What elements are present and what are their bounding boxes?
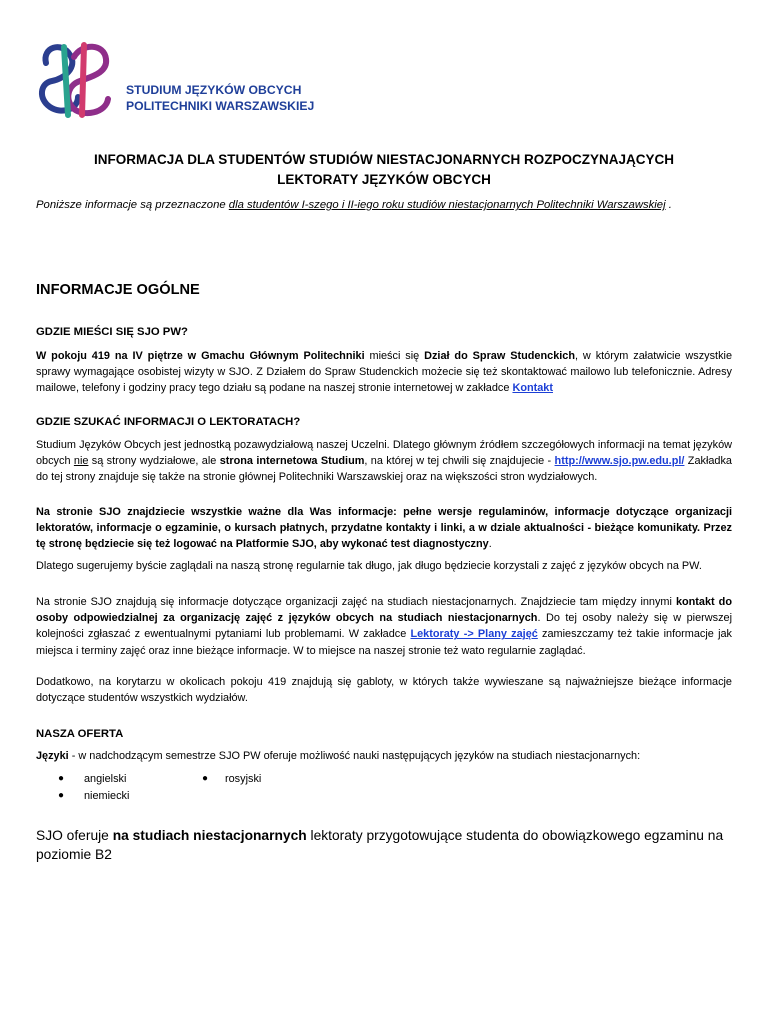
heading-find: GDZIE SZUKAĆ INFORMACJI O LEKTORATACH?: [36, 416, 301, 428]
document-title: [36, 150, 732, 190]
find-bold: strona internetowa Studium: [219, 455, 365, 468]
summary-text-2: lektoraty przygotowujące studenta do obowiązkowego egzaminu na poziomie B2: [36, 828, 724, 862]
where-bold-2: Dział do Spraw Studenckich: [424, 350, 575, 362]
schedule-link[interactable]: Lektoraty -> Plany zajęć: [410, 628, 538, 641]
title-line-1: INFORMACJA DLA STUDENTÓW STUDIÓW NIESTACJONARNYCH ROZPOCZYNAJĄCYCH: [94, 152, 674, 167]
intro-text: Poniższe informacje są przeznaczone: [36, 199, 229, 211]
paragraph-find-5: Dodatkowo, na korytarzu w okolicach pokoju 419 znajdują się gabloty, w których także wywieszane są najważniejsze bieżące informacje dotyczące studentów wszystkich wydziałów.: [36, 676, 732, 705]
section-heading-general: INFORMACJE OGÓLNE: [36, 282, 200, 298]
bullet-icon: ●: [58, 773, 65, 784]
find-underlined: nie: [73, 455, 89, 468]
title-line-2: LEKTORATY JĘZYKÓW OBCYCH: [277, 172, 491, 187]
paragraph-offer: [36, 748, 732, 764]
intro-end: .: [665, 199, 672, 211]
bullet-icon: ●: [202, 773, 209, 784]
paragraph-find-3: Dlatego sugerujemy byście zaglądali na naszą stronę regularnie tak długo, jak długo będziecie korzystali z zajęć z języków obcych na PW.: [36, 560, 702, 572]
sjo-logo-icon: [34, 37, 118, 121]
find-bold-info-end: .: [488, 538, 492, 551]
org-line-2: POLITECHNIKI WARSZAWSKIEJ: [126, 99, 315, 113]
where-text-2: , w którym załatwicie wszystkie sprawy wymagające osobistej wizyty w SJO. Z Działem do Spraw Studenckich możecie się też skontaktować mailowo lub telefonicznie. Adresy mailowe, telefony i godziny pracy tego działu są podane na naszej stronie internetowej w zakładce: [36, 350, 732, 395]
find4-bold: kontakt do osoby odpowiedzialnej za organizację zajęć z języków obcych na studiach niestacjonarnych: [36, 596, 732, 625]
find4-text-1: Na stronie SJO znajdują się informacje dotyczące organizacji zajęć na studiach niestacjonarnych. Znajdziecie tam między innymi: [36, 596, 676, 608]
where-text-1: mieści się: [364, 350, 425, 362]
bullet-icon: ●: [58, 790, 65, 801]
where-bold-1: W pokoju 419 na IV piętrze w Gmachu Głównym Politechniki: [36, 350, 365, 362]
find-text-3: , na której w tej chwili się znajdujecie -: [364, 455, 555, 468]
paragraph-find-1: [36, 437, 732, 486]
list-item: rosyjski: [225, 773, 262, 785]
organization-name: [126, 82, 314, 114]
intro-paragraph: [36, 197, 732, 214]
org-line-1: STUDIUM JĘZYKÓW OBCYCH: [126, 83, 302, 97]
heading-offer: NASZA OFERTA: [36, 728, 124, 740]
paragraph-find-2: [36, 504, 732, 553]
offer-text: - w nadchodzącym semestrze SJO PW oferuje możliwość nauki następujących języków na studiach niestacjonarnych:: [68, 750, 641, 762]
intro-underlined: dla studentów I-szego i II-iego roku studiów niestacjonarnych Politechniki Warszawskiej: [228, 199, 666, 211]
offer-summary: [36, 826, 736, 864]
list-item: niemiecki: [84, 790, 130, 802]
sjo-website-link[interactable]: http://www.sjo.pw.edu.pl/: [554, 455, 685, 468]
paragraph-where: [36, 348, 732, 397]
summary-text-1: SJO oferuje: [36, 828, 113, 843]
list-item: angielski: [84, 773, 127, 785]
find-text-4: Zakładka do tej strony znajduje się także na stronie głównej Politechniki Warszawskiej oraz na większości stron wydziałowych.: [36, 455, 732, 484]
find-text-1: Studium Języków Obcych jest jednostką pozawydziałową naszej Uczelni. Dlatego głównym źródłem szczegółowych informacji na temat języków obcych: [36, 439, 732, 468]
find-bold-info: Na stronie SJO znajdziecie wszystkie ważne dla Was informacje: pełne wersje regulaminów, informacje dotyczące organizacji lektoratów, informacje o egzaminie, o kursach płatnych, przydatne kontakty i linki, a w dziale aktualności - bieżące komunikaty. Przez tę stronę będziecie się też logować na Platformie SJO, aby wykonać test diagnostyczny: [36, 506, 732, 551]
summary-bold: na studiach niestacjonarnych: [112, 828, 307, 843]
heading-where: GDZIE MIEŚCI SIĘ SJO PW?: [36, 326, 188, 338]
find-text-2: są strony wydziałowe, ale: [88, 455, 220, 468]
paragraph-find-4: [36, 594, 732, 659]
offer-bold-languages: Języki: [36, 750, 69, 762]
contact-link[interactable]: Kontakt: [512, 382, 553, 395]
find4-text-3: zamieszczamy też takie informacje jak miejsca i terminy zajęć oraz inne bieżące informacje. W to miejsce na naszej stronie też wato regularnie zaglądać.: [36, 628, 732, 657]
find4-text-2: . Do tej osoby należy się w pierwszej kolejności zgłaszać z ewentualnymi pytaniami lub problemami. W zakładce: [36, 612, 732, 641]
